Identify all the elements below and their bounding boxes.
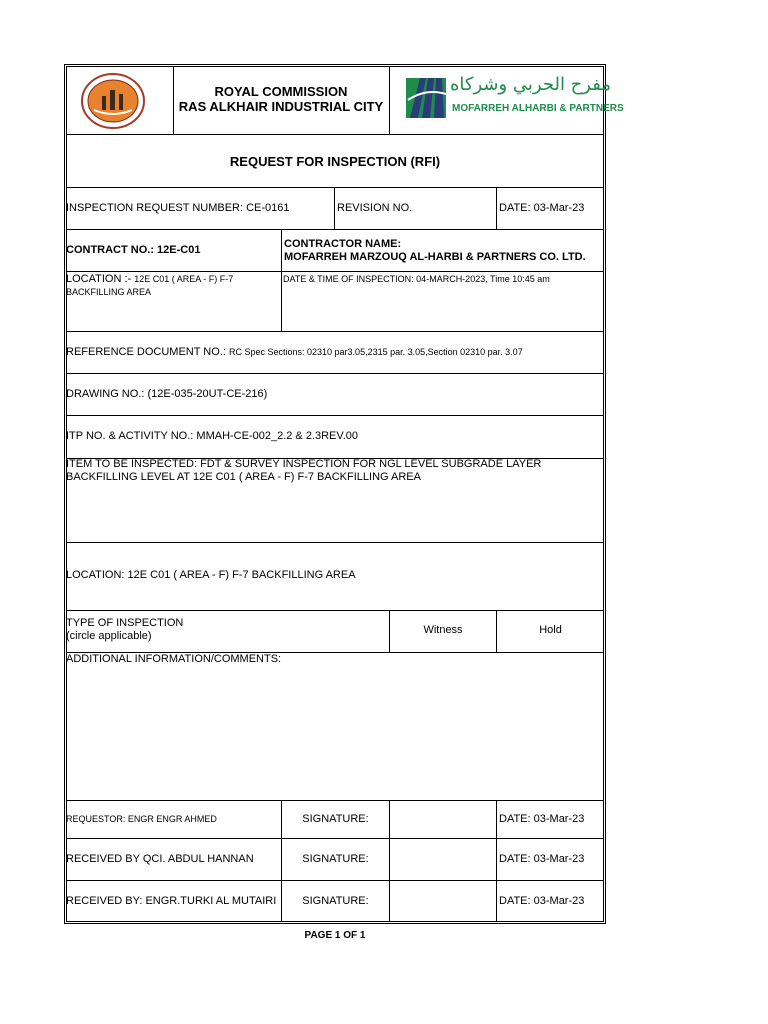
grid-line xyxy=(66,542,604,543)
partner-arabic-name: مفرح الحربي وشركاه xyxy=(450,74,611,95)
qci-date: DATE: 03-Mar-23 xyxy=(499,853,585,865)
page-number: PAGE 1 OF 1 xyxy=(304,930,366,941)
qci-signature-label: SIGNATURE: xyxy=(302,853,369,865)
grid-line xyxy=(66,415,604,416)
grid-line xyxy=(66,373,604,374)
grid-line xyxy=(66,134,604,135)
drawing-number: DRAWING NO.: (12E-035-20UT-CE-216) xyxy=(66,388,268,400)
engr-date: DATE: 03-Mar-23 xyxy=(499,895,585,907)
royal-commission-seal-icon xyxy=(80,72,146,130)
witness-option[interactable]: Witness xyxy=(423,624,463,636)
contract-value: 12E-C01 xyxy=(157,244,201,256)
grid-line xyxy=(389,66,390,134)
mofarreh-logo xyxy=(406,74,624,122)
engr-signature-label: SIGNATURE: xyxy=(302,895,369,907)
revision-number: REVISION NO. xyxy=(337,202,413,214)
contractor-name: MOFARREH MARZOUQ AL-HARBI & PARTNERS CO. LTD. xyxy=(284,251,586,263)
grid-line xyxy=(66,610,604,611)
contract-label: CONTRACT NO.: xyxy=(66,244,158,256)
inspection-location: LOCATION: 12E C01 ( AREA - F) F-7 BACKFILLING AREA xyxy=(66,569,356,581)
grid-line xyxy=(66,880,604,881)
grid-line xyxy=(66,800,604,801)
inspection-datetime: DATE & TIME OF INSPECTION: 04-MARCH-2023, Time 10:45 am xyxy=(283,274,550,284)
contract-number xyxy=(66,244,200,257)
hold-option[interactable]: Hold xyxy=(539,624,562,636)
org-name-line1: ROYAL COMMISSION xyxy=(214,84,348,99)
requestor-name: REQUESTOR: ENGR ENGR AHMED xyxy=(66,814,217,824)
grid-line xyxy=(66,271,604,272)
request-date: DATE: 03-Mar-23 xyxy=(499,202,585,214)
type-of-inspection-label: TYPE OF INSPECTION xyxy=(66,617,184,629)
road-stripes-icon xyxy=(406,78,446,118)
inspection-request-number: INSPECTION REQUEST NUMBER: CE-0161 xyxy=(66,202,290,214)
reference-value: RC Spec Sections: 02310 par3.05,2315 par. 3.05,Section 02310 par. 3.07 xyxy=(228,347,523,357)
grid-line xyxy=(66,187,604,188)
itp-number: ITP NO. & ACTIVITY NO.: MMAH-CE-002_2.2 & 2.3REV.00 xyxy=(66,430,359,442)
engr-receiver-name: RECEIVED BY: ENGR.TURKI AL MUTAIRI xyxy=(66,895,277,907)
additional-info-label: ADDITIONAL INFORMATION/COMMENTS: xyxy=(66,653,282,665)
grid-line xyxy=(389,800,390,922)
circle-applicable-note: (circle applicable) xyxy=(66,630,152,642)
grid-line xyxy=(173,66,174,134)
location-line1 xyxy=(66,273,233,286)
grid-line xyxy=(66,229,604,230)
grid-line xyxy=(281,229,282,331)
contractor-label: CONTRACTOR NAME: xyxy=(284,238,402,250)
form-title: REQUEST FOR INSPECTION (RFI) xyxy=(229,154,441,169)
grid-line xyxy=(334,187,335,229)
org-name-line2: RAS ALKHAIR INDUSTRIAL CITY xyxy=(178,99,384,114)
reference-document xyxy=(66,346,523,359)
reference-label: REFERENCE DOCUMENT NO.: xyxy=(66,346,229,358)
requestor-signature-label: SIGNATURE: xyxy=(302,813,369,825)
requestor-date: DATE: 03-Mar-23 xyxy=(499,813,585,825)
item-inspected-line2: BACKFILLING LEVEL AT 12E C01 ( AREA - F) F-7 BACKFILLING AREA xyxy=(66,471,421,483)
grid-line xyxy=(66,838,604,839)
location-line2: BACKFILLING AREA xyxy=(66,287,152,297)
partner-english-name: MOFARREH ALHARBI & PARTNERS xyxy=(452,103,624,114)
item-inspected-line1: ITEM TO BE INSPECTED: FDT & SURVEY INSPECTION FOR NGL LEVEL SUBGRADE LAYER xyxy=(66,458,542,470)
location-value: 12E C01 ( AREA - F) F-7 xyxy=(134,274,234,284)
location-label: LOCATION :- xyxy=(66,273,135,285)
qci-receiver-name: RECEIVED BY QCI. ABDUL HANNAN xyxy=(66,853,254,865)
grid-line xyxy=(496,800,497,922)
form-inner-border xyxy=(66,66,604,922)
grid-line xyxy=(66,331,604,332)
grid-line xyxy=(496,187,497,229)
